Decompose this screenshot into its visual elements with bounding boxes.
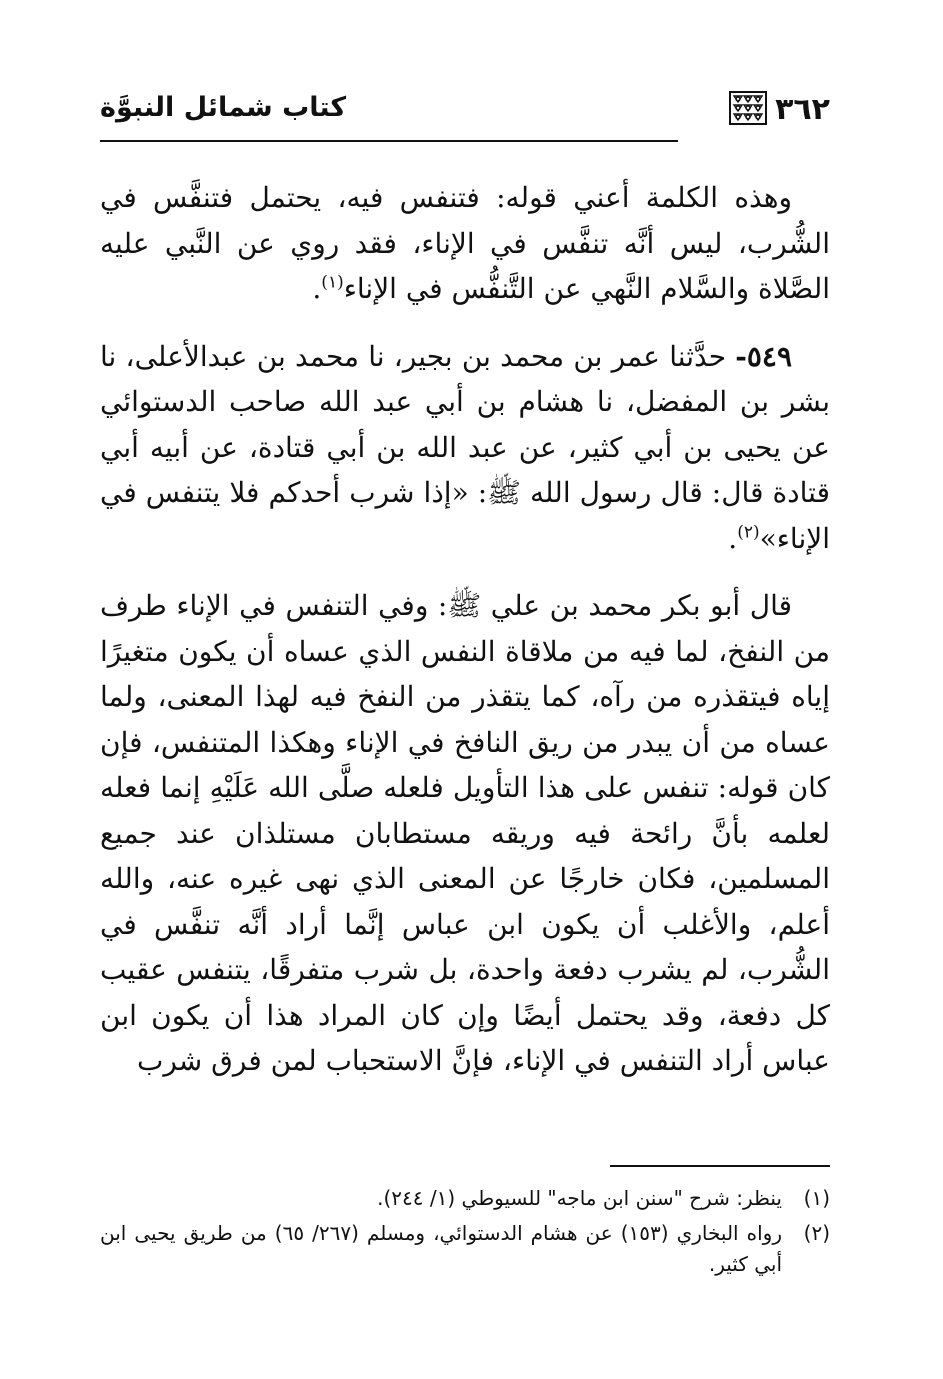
hadith-number: ٥٤٩-: [735, 339, 792, 373]
footnote-ref: (١): [321, 272, 344, 293]
paragraph: [100, 175, 830, 312]
hadith-paragraph: [100, 334, 830, 562]
main-text: [100, 175, 830, 1084]
footnote-number: (١): [803, 1186, 830, 1210]
footnote: [100, 1183, 830, 1214]
footnote-divider: [610, 1165, 830, 1167]
paragraph: [100, 583, 830, 1084]
paragraph-end: .: [728, 521, 738, 555]
page-header: [100, 88, 830, 138]
footnote-number: (٢): [803, 1221, 830, 1245]
footnotes: [100, 1183, 830, 1284]
footnote-text: رواه البخاري (١٥٣) عن هشام الدستوائي، ومسلم (٢٦٧/ ٦٥) من طريق يحيى ابن أبي كثير.: [100, 1221, 782, 1276]
footnote: [100, 1218, 830, 1280]
paragraph-text: حدَّثنا عمر بن محمد بن بجير، نا محمد بن عبدالأعلى، نا بشر بن المفضل، نا هشام بن أبي عبد الله صاحب الدستوائي عن يحيى بن أبي كثير، عن عبد الله بن أبي قتادة، عن أبيه أبي قتادة قال: قال رسول الله ﷺ: «إذا شرب أحدكم فلا يتنفس في الإناء»: [100, 339, 830, 555]
paragraph-end: .: [312, 272, 322, 305]
paragraph-text: قال أبو بكر محمد بن علي ﷺ: وفي التنفس في الإناء طرف من النفخ، لما فيه من ملاقاة النفس الذي عساه أن يكون متغيرًا إياه فيتقذره من رآه، كما يتقذر من النفخ فيه لهذا المعنى، ولما عساه من أن يبدر من ريق النافخ في الإناء وهكذا المتنفس، فإن كان قوله: تنفس على هذا التأويل فلعله صلَّى الله عَلَيْهِ إنما فعله لعلمه بأنَّ رائحة فيه وريقه مستطابان مستلذان عند جميع المسلمين، فكان خارجًا عن المعنى الذي نهى غيره عنه، والله أعلم، والأغلب أن يكون ابن عباس إنَّما أراد أنَّه تنفَّس في الشُّرب، لم يشرب دفعة واحدة، بل شرب متفرقًا، يتنفس عقيب كل دفعة، وقد يحتمل أيضًا وإن كان المراد هذا أن يكون ابن عباس أراد التنفس في الإناء، فإنَّ الاستحباب لمن فرق شرب: [100, 589, 830, 1077]
ornament-icon: [728, 90, 768, 126]
footnote-text: ينظر: شرح "سنن ابن ماجه" للسيوطي (١/ ٢٤٤).: [377, 1186, 782, 1210]
footnote-ref: (٢): [737, 522, 760, 543]
page-number: ٣٦٢: [775, 92, 830, 127]
paragraph-text: وهذه الكلمة أعني قوله: فتنفس فيه، يحتمل فتنفَّس في الشُّرب، ليس أنَّه تنفَّس في الإناء، فقد روي عن النَّبي عليه الصَّلاة والسَّلام النَّهي عن التَّنفُّس في الإناء: [100, 181, 830, 305]
book-title: كتاب شمائل النبوَّة: [100, 92, 347, 123]
header-divider: [100, 140, 678, 142]
